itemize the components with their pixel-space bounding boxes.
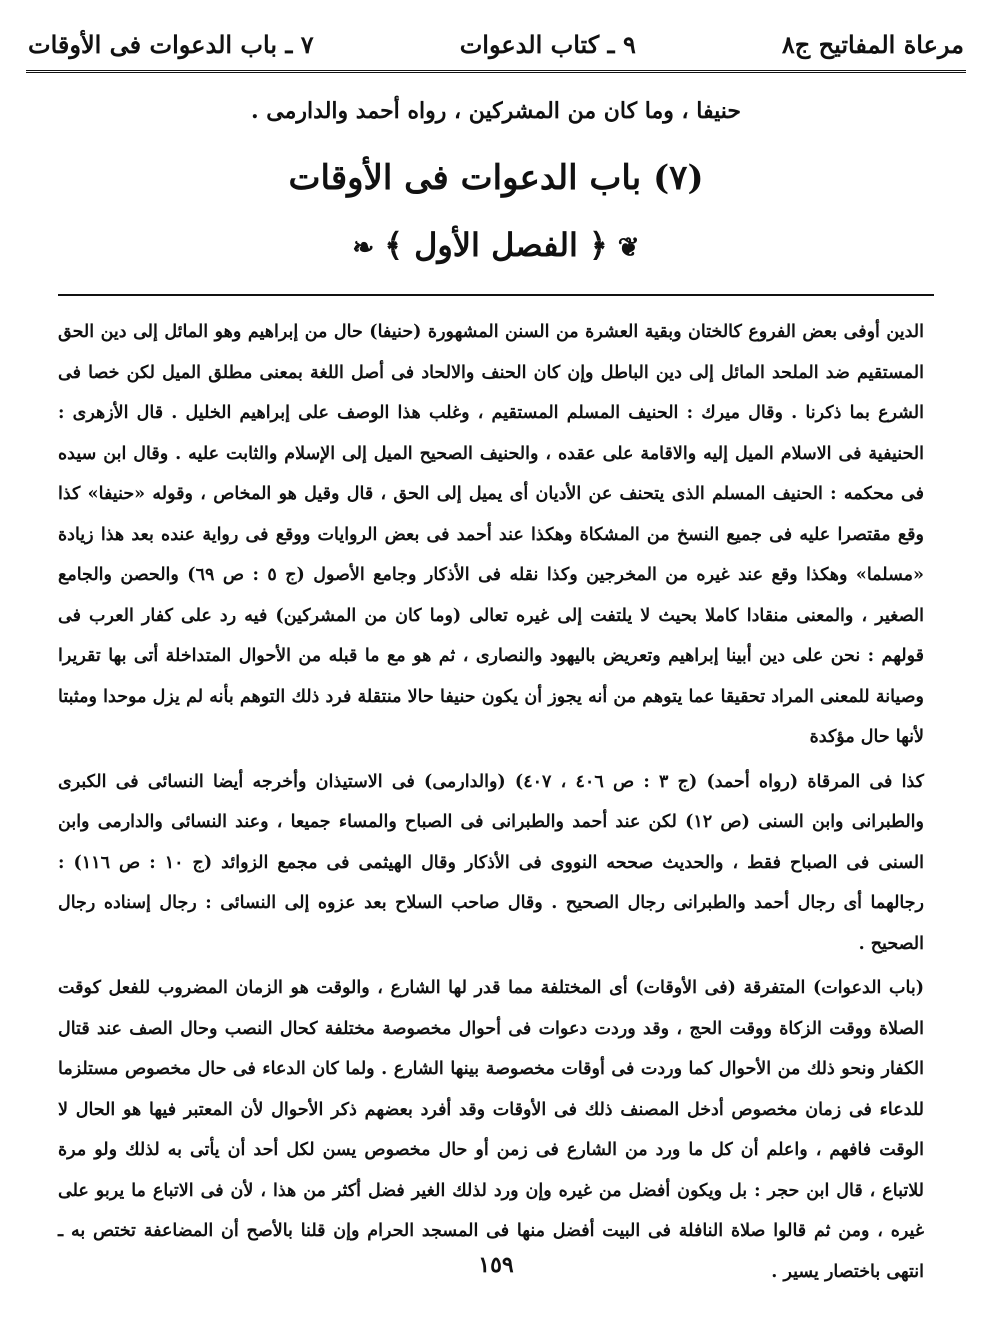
running-head [28, 22, 964, 66]
running-head-book: مرعاة المفاتيح ج٨ [781, 29, 964, 59]
ornament-right-icon: ❦ [617, 232, 640, 263]
commentary-body [58, 312, 924, 1292]
commentary-divider [58, 294, 934, 296]
ornament-left-icon: ❧ [352, 232, 375, 263]
running-head-kitab: ٩ ـ كتاب الدعوات [459, 29, 636, 59]
page-number: ١٥٩ [478, 1252, 514, 1278]
section-title-block [40, 226, 952, 264]
commentary-block-1: الدين أوفى بعض الفروع كالختان وبقية العشرة من السنن المشهورة (حنيفا) حال من إبراهيم وهو المائل إلى دين الحق المستقيم ضد الملحد المائل إلى دين الباطل وإن كان الحنف والالحاد فى أصل اللغة بمعنى مطلق الميل لكن خصا فى الشرع بما ذكرنا . وقال ميرك : الحنيف المسلم المستقيم ، وغلب هذا الوصف على إبراهيم الخليل . قال الأزهرى : الحنيفية فى الاسلام الميل إليه والاقامة على عقده ، والحنيف الصحيح الميل إلى الإسلام والثابت عليه . وقال ابن سيده فى محكمه : الحنيف المسلم الذى يتحنف عن الأديان أى يميل إلى الحق ، قال وقيل هو المخاص ، وقوله «حنيفا» كذا وقع مقتصرا عليه فى جميع النسخ من المشكاة وهكذا عند أحمد فى بعض الروايات ووقع فى رواية عنده بعد هذا زيادة «مسلما» وهكذا وقع عند غيره من المخرجين وكذا نقله فى الأذكار وجامع الأصول (ج ٥ : ص ٦٩) والحصن والجامع الصغير ، والمعنى منقادا كاملا بحيث لا يلتفت إلى غيره تعالى (وما كان من المشركين) فيه رد على كفار العرب فى قولهم : نحن على دين أبينا إبراهيم وتعريض باليهود والنصارى ، ثم هو مع ما قبله من الأحوال المتداخلة أتى بها تقريرا وصيانة للمعنى المراد تحقيقا عما يتوهم من أنه يجوز أن يكون حنيفا حالا منتقلة فرد ذلك التوهم بأنه لم يزل موحدا ومثبتا لأنها حال مؤكدة [58, 322, 924, 747]
commentary-block-3: (باب الدعوات) المتفرقة (فى الأوقات) أى المختلفة مما قدر لها الشارع ، والوقت هو الزمان المضروب للفعل كوقت الصلاة ووقت الزكاة ووقت الحج ، وقد وردت دعوات فى أحوال مخصوصة مختلفة كحال النصب وحال الصف عند قتال الكفار ونحو ذلك من الأحوال كما وردت فى أوقات مخصوصة بينها الشارع . ولما كان الدعاء فى حال مخصوص مستلزما للدعاء فى زمان مخصوص أدخل المصنف ذلك فى الأوقات وقد أفرد بعضهم ذكر الأحوال لأن المعتبر فيها هو الحال لا الوقت فافهم ، واعلم أن كل ما ورد من الشارع فى زمن أو حال مخصوص يسن لكل أحد أن يأتى به لذلك ولو مرة للاتباع ، قال ابن حجر : بل ويكون أفضل من غيره وإن ورد لذلك الغير فضل أكثر من هذا ، لأن فى الاتباع ما يربو على غيره ، ومن ثم قالوا صلاة النافلة فى البيت أفضل منها فى المسجد الحرام وإن قلنا بالأصح أن المضاعفة تختص به ـ انتهى باختصار يسير . [58, 978, 924, 1282]
chapter-title: (٧) باب الدعوات فى الأوقات [288, 158, 704, 198]
section-title: ﴿ الفصل الأول ﴾ [384, 226, 608, 264]
running-head-bab: ٧ ـ باب الدعوات فى الأوقات [28, 29, 314, 59]
commentary-block-2: كذا فى المرقاة (رواه أحمد) (ج ٣ : ص ٤٠٦ ، ٤٠٧) (والدارمى) فى الاستيذان وأخرجه أيضا النسائى فى الكبرى والطبرانى وابن السنى (ص ١٢) لكن عند أحمد والطبرانى فى الصباح والمساء جميعا ، وعند النسائى والدارمى وابن السنى فى الصباح فقط ، والحديث صححه النووى فى الأذكار وقال الهيثمى فى مجمع الزوائد (ج ١٠ : ص ١١٦) : رجالهما أى رجال أحمد والطبرانى رجال الصحيح . وقال صاحب السلاح بعد عزوه إلى النسائى : رجال إسناده رجال الصحيح . [58, 771, 924, 954]
hadith-ending-line: حنيفا ، وما كان من المشركين ، رواه أحمد والدارمى . [250, 98, 741, 124]
header-rule [26, 70, 966, 73]
